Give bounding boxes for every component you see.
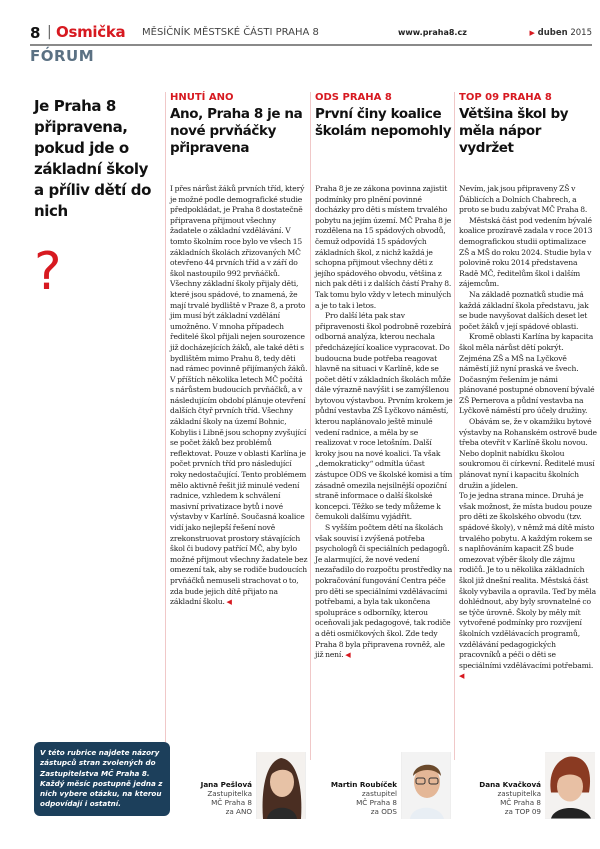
author-body: MČ Praha 8 <box>500 798 541 807</box>
author-role: zastupitelka <box>497 789 541 798</box>
author-name: Martin Roubíček <box>330 780 397 789</box>
column-divider <box>165 92 166 760</box>
author-role: Zastupitelka <box>207 789 252 798</box>
author-caption-top09 <box>457 780 541 816</box>
forum-question: Je Praha 8 připravena, pokud jde o základní školy a příliv dětí do nich <box>34 97 151 220</box>
website-link[interactable]: www.praha8.cz <box>398 28 467 37</box>
column-ods <box>315 92 453 661</box>
paragraph-text: S vyšším počtem dětí na školách však souvisí i zvýšená potřeba psychologů či speciálních pedagogů. Je alarmující, že nové vedení nezařadilo do rozpočtu prostředky na pokračování fungování Centra péče pro děti se speciálními vzdělávacími potřebami, a byla tak ukončena spolupráce s odborníky, kterou oceňovali jak pedagogové, tak rodiče a děti osmičkových škol. Zde tedy Praha 8 byla připravena rovněž, ale již není. <box>315 523 453 660</box>
author-photo-peslova <box>256 752 306 819</box>
author-party: za ODS <box>370 807 397 816</box>
party-label: TOP 09 PRAHA 8 <box>459 92 552 103</box>
party-label: HNUTÍ ANO <box>170 92 234 103</box>
byline-ano <box>168 752 308 820</box>
end-mark-icon: ◀ <box>459 672 465 681</box>
page-header <box>30 24 592 46</box>
paragraph: Kromě oblasti Karlína by kapacita škol měla nárůst dětí pokrýt. Zejména ZŠ a MŠ na Lyčkově náměstí již nyní praská ve švech. Dočasným řešením je námi plánované postupné obnovení bývalé ZŠ Pernerova a půdní vestavba na Lyčkově náměstí pro účely družiny. <box>459 332 595 416</box>
issue-year: 2015 <box>570 28 592 38</box>
paragraph <box>459 491 597 682</box>
magazine-subtitle: MĚSÍČNÍK MĚSTSKÉ ČÁSTI PRAHA 8 <box>142 27 319 38</box>
paragraph <box>315 523 453 661</box>
portrait-man-icon <box>401 752 451 819</box>
author-caption-ano <box>168 780 252 816</box>
portrait-woman-icon <box>545 752 595 819</box>
author-photo-kvackova <box>545 752 595 819</box>
column-ano <box>170 92 308 608</box>
header-separator: | <box>47 24 52 40</box>
page-number: 8 <box>30 24 41 42</box>
byline-top09 <box>457 752 597 820</box>
portrait-woman-icon <box>256 752 306 819</box>
issue-date <box>530 28 592 38</box>
paragraph: Městská část pod vedením bývalé koalice prozíravě zadala v roce 2013 demografickou studii optimalizace ZŠ a MŠ do roku 2024. Studie byla v polovině roku 2014 představena Radě MČ, ředitelům škol i dalším zájemcům. <box>459 215 593 289</box>
paragraph <box>170 184 308 608</box>
article-headline: První činy koalice školám nepomohly <box>315 106 452 139</box>
paragraph-text: To je jedna strana mince. Druhá je však možnost, že místa budou pouze pro děti ze školského obvodu (tzv. spádové školy), v němž má dítě místo trvalého pobytu. A každým rokem se s naplňováním kapacit ZŠ bude omezovat výběr školy dle zájmu rodičů. Je to u několika základních škol již dnešní realita. Městská část školy vybavila a opravila. Teď by měla dohlédnout, aby byly srovnatelné co se týče úrovně. Školy by měly mít vytvořené podmínky pro rozvíjení školních vzdělávacích programů, vzdělávání pedagogických pracovníků a péči o děti se speciálními vzdělávacími potřebami. <box>459 491 597 670</box>
article-headline: Většina škol by měla nápor vydržet <box>459 106 569 156</box>
end-mark-icon: ◀ <box>345 651 351 660</box>
article-body-ano <box>170 184 308 608</box>
author-photo-roubicek <box>401 752 451 819</box>
paragraph: Na základě poznatků studie má každá základní škola představu, jak se bude navyšovat dalších deset let počet žáků v její spádové oblasti. <box>459 289 589 331</box>
paragraph: Nevím, jak jsou připraveny ZŠ v Ďáblicích a Dolních Chabrech, a proto se budu zabývat MČ Praha 8. <box>459 184 588 215</box>
paragraph: Praha 8 je ze zákona povinna zajistit podmínky pro plnění povinné docházky pro děti s místem trvalého pobytu na jejím území. MČ Praha 8 je rozdělena na 15 spádových obvodů, čemuž odpovídá 15 spádových základních škol, z nichž každá je schopna přijmout všechny děti z jejího spádového obvodu, většina z nich pak děti i z dalších částí Prahy 8. Tak tomu bylo vždy v letech minulých a je to tak i letos. <box>315 184 452 310</box>
magazine-brand: Osmička <box>56 23 126 41</box>
issue-month: duben <box>537 28 568 38</box>
question-mark-icon: ? <box>34 242 62 302</box>
author-body: MČ Praha 8 <box>356 798 397 807</box>
column-divider <box>310 92 311 760</box>
author-name: Jana Pešlová <box>200 780 252 789</box>
author-role: zastupitel <box>361 789 397 798</box>
paragraph-text: I přes nárůst žáků prvních tříd, který je možné podle demografické studie předpokládat, je Praha 8 dostatečně připravena přijmout všechny žadatele o základní vzdělávání. V tomto školním roce bylo ve všech 15 základních školách zřizovaných MČ otevřeno 44 prvních tříd a v září do škol nastoupilo 992 prvňáčků. Všechny základní školy přijaly děti, které jsou spádové, to znamená, že mají trvalé bydliště v Praze 8, a proto jim musí být základní vzdělání umožněno. V mnoha případech ředitelé škol přijali nejen sourozence již docházejících žáků, ale také děti s bydlištěm mimo Prahu 8, tedy děti nad rámec povinně přijímaných žáků. V příštích několika letech MČ počítá s nárůstem budoucích prvňáčků, a v následujícím období plánuje otevření dalších čtyř prvních tříd. Všechny základní školy na území Bohnic, Kobylis i Libně jsou schopny zvyšující se počet žáků bez problémů reflektovat. Pouze v oblasti Karlína je počet prvních tříd pro následující roky nedostačující. Tento problémem mělo aktivně řešit již minulé vedení radnice, vzhledem k schválení masivní privatizace bytů i nové výstavby v Karlíně. Současná koalice vidí jako nejlepší řešení nově zrekonstruovat prostory stávajících škol či budovy patřící MČ, aby bylo možné přijmout všechny žadatele bez omezení tak, aby se rodiče budoucích prvňáčků nemuseli strachovat o to, zda bude jejich dítě přijato na základní školu. <box>170 184 308 607</box>
author-party: za ANO <box>225 807 252 816</box>
article-body-top09 <box>459 184 597 682</box>
column-top09 <box>459 92 597 682</box>
party-label: ODS PRAHA 8 <box>315 92 392 103</box>
section-title: FÓRUM <box>30 47 95 65</box>
author-name: Dana Kvačková <box>479 780 541 789</box>
paragraph: Obávám se, že v okamžiku bytové výstavby na Rohanském ostrově bude třeba otevřít v Karlíně školu novou. Nebo doplnit nabídku školou soukromou či církevní. Ředitelé musí plánovat nyní i kapacitu školních družin a jídelen. <box>459 417 597 490</box>
paragraph: Pro další léta pak stav připravenosti škol podrobně rozebírá odborná analýza, kterou nechala předcházející koalice vypracovat. Do budoucna bude potřeba reagovat hlavně na situaci v Karlíně, kde se počet dětí v základních školách může dále výrazně navýšit i se zamýšlenou bytovou výstavbou. Prvním krokem je půdní vestavba ZŠ Lyčkovo náměstí, kterou naplánovalo ještě minulé vedení radnice, a měla by se realizovat v roce letošním. Další kroky jsou na nové koalici. Ta však „demokraticky“ odmítla účast zástupce ODS ve školské komisi a tím zásadně omezila nejsilnější opoziční straně informace o další školské koncepci. Těžko se tedy můžeme k čemukoli dalšímu vyjádřit. <box>315 311 453 522</box>
author-caption-ods <box>313 780 397 816</box>
rubric-info-box: V této rubrice najdete názory zástupců stran zvolených do Zastupitelstva MČ Praha 8. Každý měsíc postupně jedna z nich vybere otázku, na kterou odpovídají i ostatní. <box>34 742 170 816</box>
triangle-marker-icon: ▶ <box>529 29 535 37</box>
article-body-ods <box>315 184 453 661</box>
byline-ods <box>313 752 453 820</box>
end-mark-icon: ◀ <box>226 598 232 607</box>
author-body: MČ Praha 8 <box>211 798 252 807</box>
article-headline: Ano, Praha 8 je na nové prvňáčky připravena <box>170 106 303 156</box>
author-party: za TOP 09 <box>504 807 541 816</box>
column-divider <box>454 92 455 760</box>
